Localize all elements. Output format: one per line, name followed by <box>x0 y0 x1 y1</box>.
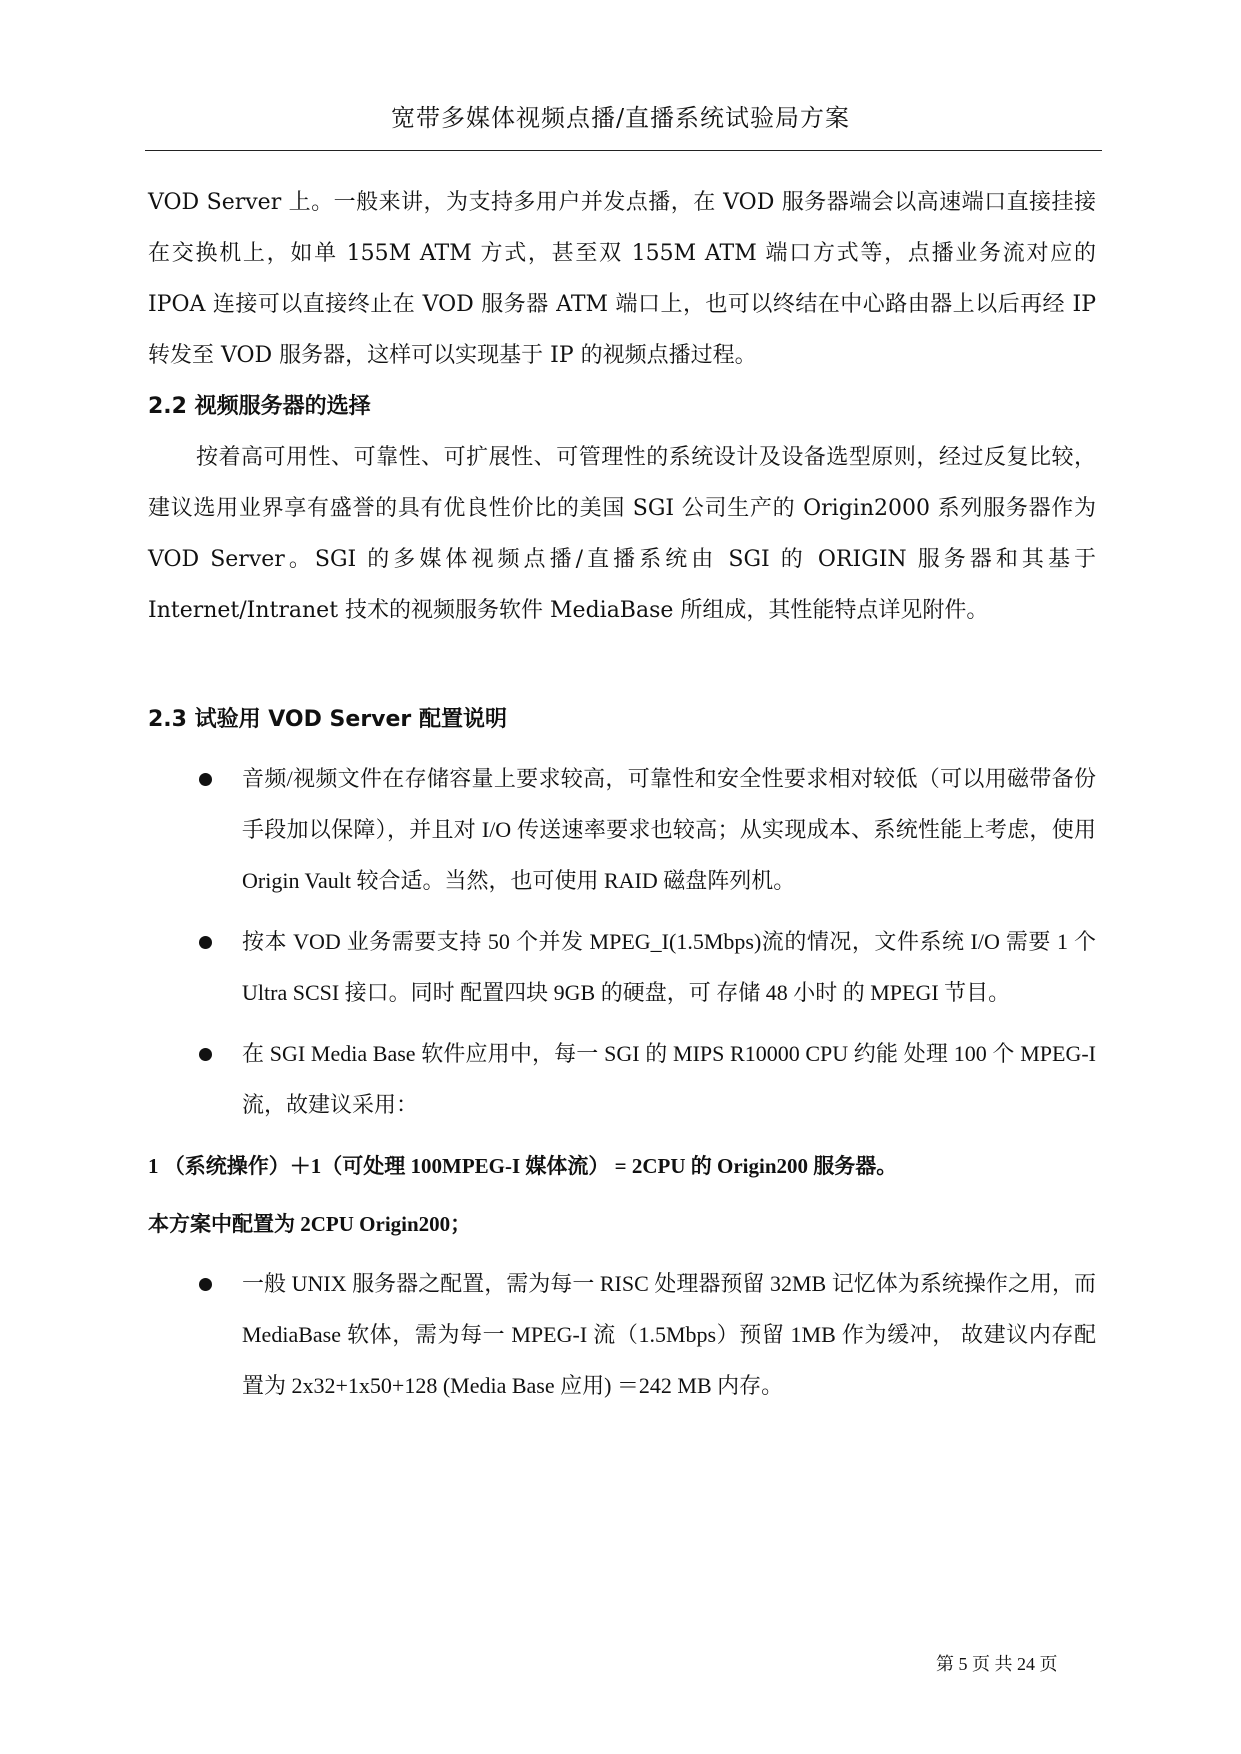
bullet-icon <box>199 936 212 949</box>
bullet-icon <box>199 1048 212 1061</box>
bullet-icon <box>199 1278 212 1291</box>
config-note: 本方案中配置为 2CPU Origin200； <box>148 1212 472 1236</box>
bullet-text: 按本 VOD 业务需要支持 50 个并发 MPEG_I(1.5Mbps)流的情况，文件系统 I/O 需要 1 个 Ultra SCSI 接口。同时 配置四块 9GB 的硬盘，可 存储 48 小时 的 MPEGI 节目。 <box>242 929 1096 1005</box>
bullet-text: 在 SGI Media Base 软件应用中，每一 SGI 的 MIPS R10000 CPU 约能 处理 100 个 MPEG-I 流，故建议采用： <box>242 1041 1096 1117</box>
section-heading-2-3: 2.3 试验用 VOD Server 配置说明 <box>148 707 507 732</box>
running-header-title: 宽带多媒体视频点播/直播系统试验局方案 <box>390 104 851 132</box>
bullet-icon <box>199 773 212 786</box>
bullet-text: 音频/视频文件在存储容量上要求较高，可靠性和安全性要求相对较低（可以用磁带备份手段加以保障），并且对 I/O 传送速率要求也较高；从实现成本、系统性能上考虑，使用 Origin Vault 较合适。当然，也可使用 RAID 磁盘阵列机。 <box>242 766 1096 893</box>
page-content <box>148 177 1096 1421</box>
cpu-formula: 1 （系统操作）＋1（可处理 100MPEG-I 媒体流） = 2CPU 的 Origin200 服务器。 <box>148 1154 898 1178</box>
bullet-item-io <box>148 916 1096 1018</box>
memory-bullet-list <box>148 1258 1096 1411</box>
section-heading-2-2: 2.2 视频服务器的选择 <box>148 394 371 419</box>
bullet-item-memory <box>148 1258 1096 1411</box>
bullet-text: 一般 UNIX 服务器之配置，需为每一 RISC 处理器预留 32MB 记忆体为系统操作之用，而 MediaBase 软体，需为每一 MPEG-I 流（1.5Mbps）预留 1MB 作为缓冲， 故建议内存配置为 2x32+1x50+128 (Media Base 应用) ＝242 MB 内存。 <box>242 1271 1096 1398</box>
config-bullet-list <box>148 753 1096 1130</box>
bullet-item-storage <box>148 753 1096 906</box>
page-number-footer: 第 5 页 共 24 页 <box>936 1654 1058 1674</box>
intro-paragraph: VOD Server 上。一般来讲，为支持多用户并发点播，在 VOD 服务器端会以高速端口直接挂接在交换机上，如单 155M ATM 方式，甚至双 155M ATM 端口方式等，点播业务流对应的 IPOA 连接可以直接终止在 VOD 服务器 ATM 端口上，也可以终结在中心路由器上以后再经 IP 转发至 VOD 服务器，这样可以实现基于 IP 的视频点播过程。 <box>148 190 1096 368</box>
section-2-2-paragraph: 按着高可用性、可靠性、可扩展性、可管理性的系统设计及设备选型原则，经过反复比较，建议选用业界享有盛誉的具有优良性价比的美国 SGI 公司生产的 Origin2000 系列服务器作为 VOD Server。SGI 的多媒体视频点播/直播系统由 SGI 的 ORIGIN 服务器和其基于 Internet/Intranet 技术的视频服务软件 MediaBase 所组成，其性能特点详见附件。 <box>148 445 1096 623</box>
spacer <box>148 636 1096 694</box>
header-divider <box>145 150 1102 151</box>
bullet-item-cpu <box>148 1028 1096 1130</box>
